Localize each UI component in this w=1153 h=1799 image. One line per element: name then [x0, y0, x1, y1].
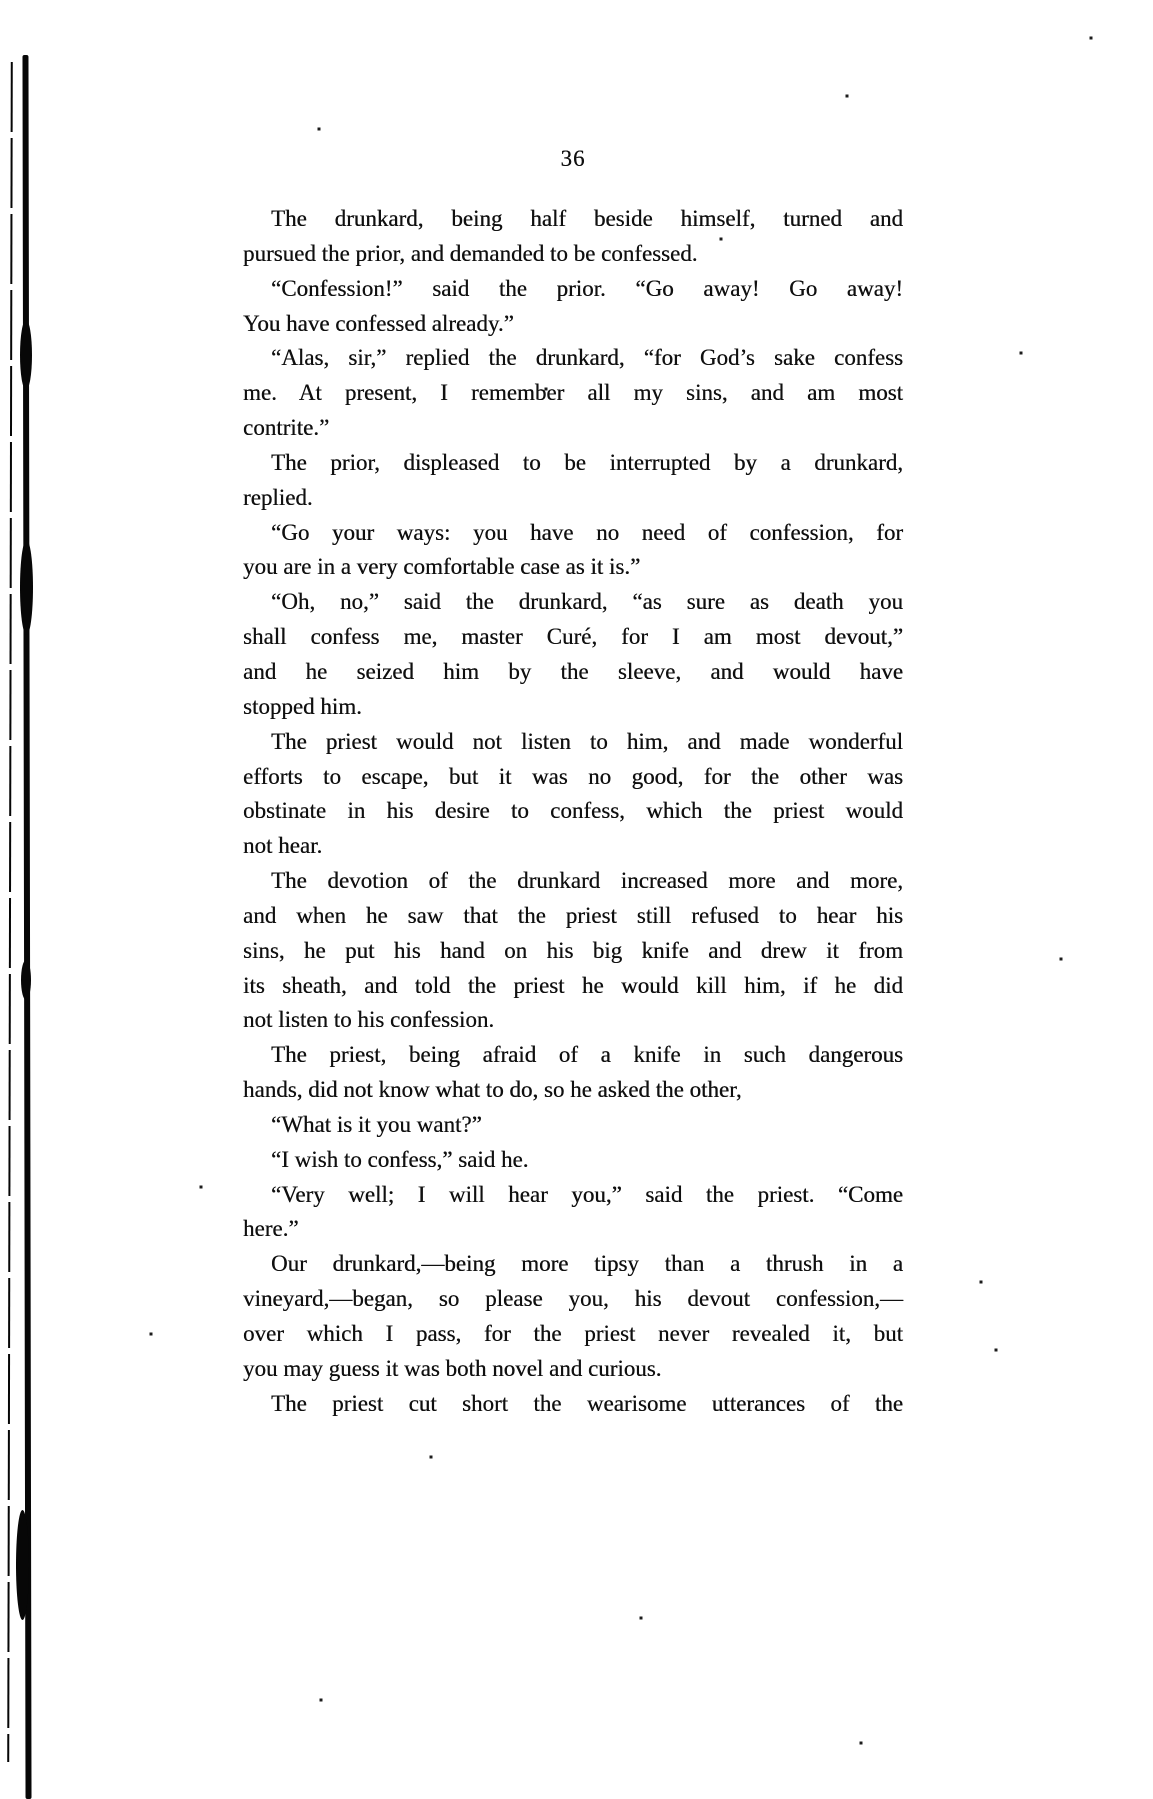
- text-line: “Very well; I will hear you,” said the priest. “Come: [271, 1181, 903, 1207]
- text-line: pursued the prior, and demanded to be confessed.: [243, 240, 698, 266]
- paragraph: [243, 1038, 903, 1108]
- text-line: “Go your ways: you have no need of confession, for: [271, 519, 903, 545]
- binding-ink-blob: [21, 960, 31, 1000]
- text-line: contrite.”: [243, 415, 330, 441]
- text-line: vineyard,—began, so please you, his devout confession,—: [243, 1286, 903, 1312]
- text-line: Our drunkard,—being more tipsy than a thrush in a: [271, 1251, 903, 1277]
- text-line: efforts to escape, but it was no good, for the other was: [243, 763, 903, 789]
- binding-ink-blob: [16, 1510, 29, 1620]
- text-line: obstinate in his desire to confess, which the priest would: [243, 798, 903, 824]
- text-line: The priest, being afraid of a knife in such dangerous: [271, 1042, 903, 1068]
- paragraph: [243, 272, 903, 342]
- scan-specks: [0, 0, 2, 2]
- text-line: here.”: [243, 1216, 299, 1242]
- paragraph: [243, 1108, 903, 1143]
- paragraph: [243, 864, 903, 1038]
- text-line: “Confession!” said the prior. “Go away! Go away!: [271, 275, 903, 301]
- text-line: The drunkard, being half beside himself, turned and: [271, 206, 903, 231]
- text-line: “What is it you want?”: [271, 1111, 482, 1137]
- text-block: [243, 202, 903, 1422]
- text-line: hands, did not know what to do, so he asked the other,: [243, 1077, 742, 1103]
- paragraph: [243, 1247, 903, 1386]
- paragraph: [243, 1143, 903, 1178]
- text-line: You have confessed already.”: [243, 310, 514, 336]
- text-line: The devotion of the drunkard increased more and more,: [271, 868, 903, 894]
- text-line: you are in a very comfortable case as it is.”: [243, 554, 641, 580]
- text-line: not listen to his confession.: [243, 1007, 495, 1033]
- text-line: shall confess me, master Curé, for I am most devout,”: [243, 624, 903, 650]
- paragraph: [243, 725, 903, 864]
- text-line: and he seized him by the sleeve, and would have: [243, 658, 903, 684]
- paragraph: [243, 1387, 903, 1422]
- text-line: stopped him.: [243, 693, 362, 719]
- text-line: The priest cut short the wearisome utterances of the: [271, 1390, 903, 1416]
- text-line: The prior, displeased to be interrupted by a drunkard,: [271, 449, 903, 475]
- paragraph: [243, 516, 903, 586]
- binding-ink-blob: [20, 320, 32, 390]
- page-number: 36: [560, 146, 586, 171]
- binding-edge-line-thin: [7, 62, 13, 1762]
- text-line: “Oh, no,” said the drunkard, “as sure as death you: [271, 589, 903, 615]
- text-line: “I wish to confess,” said he.: [271, 1146, 529, 1172]
- text-line: me. At present, I remember all my sins, and am most: [243, 380, 903, 406]
- text-line: you may guess it was both novel and curious.: [243, 1355, 662, 1381]
- text-line: and when he saw that the priest still refused to hear his: [243, 902, 903, 928]
- paragraph: [243, 446, 903, 516]
- text-line: “Alas, sir,” replied the drunkard, “for God’s sake confess: [271, 345, 903, 371]
- paragraph: [243, 585, 903, 724]
- paragraph: [243, 341, 903, 446]
- text-line: not hear.: [243, 833, 323, 859]
- text-line: The priest would not listen to him, and made wonderful: [271, 728, 903, 754]
- text-line: over which I pass, for the priest never revealed it, but: [243, 1321, 903, 1346]
- binding-ink-blob: [20, 540, 33, 635]
- paragraph: [243, 1178, 903, 1248]
- text-line: sins, he put his hand on his big knife and drew it from: [243, 937, 903, 963]
- text-line: replied.: [243, 484, 313, 510]
- text-line: its sheath, and told the priest he would kill him, if he did: [243, 972, 903, 998]
- paragraph: [243, 202, 903, 272]
